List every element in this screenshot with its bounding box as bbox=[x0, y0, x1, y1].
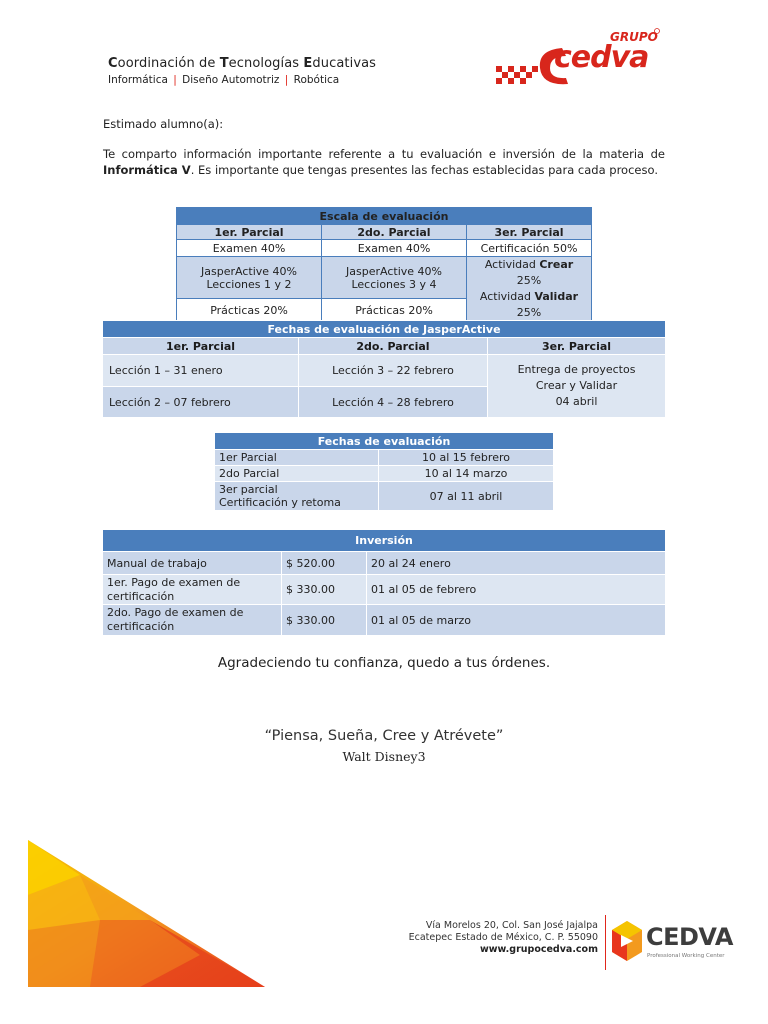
jasperactive-dates-table bbox=[102, 320, 666, 418]
table-title: Fechas de evaluación bbox=[215, 433, 554, 450]
table-title: Escala de evaluación bbox=[177, 208, 592, 225]
table-cell: JasperActive 40% Lecciones 1 y 2 bbox=[177, 257, 322, 299]
quote-author: Walt Disney3 bbox=[342, 749, 426, 764]
cedva-hexagon-icon bbox=[610, 919, 644, 965]
table-cell: Lección 3 – 22 febrero bbox=[299, 355, 488, 387]
website-link[interactable]: www.grupocedva.com bbox=[479, 944, 598, 955]
footer-divider bbox=[605, 915, 606, 970]
table-cell: Actividad Crear 25% Actividad Validar 25% bbox=[467, 257, 592, 322]
evaluation-dates-table bbox=[214, 432, 554, 511]
table-cell: 3er parcial Certificación y retoma bbox=[215, 482, 379, 511]
greeting: Estimado alumno(a): bbox=[103, 117, 224, 131]
cedva-footer-logo: CEDVA Professional Working Center bbox=[610, 919, 720, 967]
table-cell: 1er. Pago de examen de certificación bbox=[103, 575, 282, 605]
column-header: 1er. Parcial bbox=[177, 225, 322, 240]
column-header: 2do. Parcial bbox=[322, 225, 467, 240]
table-cell: JasperActive 40% Lecciones 3 y 4 bbox=[322, 257, 467, 299]
table-cell: 07 al 11 abril bbox=[379, 482, 554, 511]
table-cell: 01 al 05 de febrero bbox=[367, 575, 666, 605]
table-cell: Examen 40% bbox=[177, 240, 322, 257]
table-cell: Prácticas 20% bbox=[177, 299, 322, 322]
footer-address: Vía Morelos 20, Col. San José Jajalpa Ecatepec Estado de México, C. P. 55090 www.grupocedva.com bbox=[380, 920, 598, 956]
institution-title: Coordinación de Tecnologías Educativas bbox=[108, 56, 377, 71]
table-cell: Lección 1 – 31 enero bbox=[103, 355, 299, 387]
intro-paragraph: Te comparto información importante referente a tu evaluación e inversión de la materia de Informática V. Es importante que tengas presentes las fechas establecidas para cada proceso. bbox=[103, 147, 665, 177]
table-cell: Lección 4 – 28 febrero bbox=[299, 387, 488, 418]
investment-table bbox=[102, 529, 666, 636]
table-cell: 1er Parcial bbox=[215, 450, 379, 466]
table-cell: $ 330.00 bbox=[282, 575, 367, 605]
column-header: 3er. Parcial bbox=[467, 225, 592, 240]
program-list: Informática | Diseño Automotriz | Robótica bbox=[108, 74, 340, 86]
quote: “Piensa, Sueña, Cree y Atrévete” bbox=[264, 728, 504, 744]
table-cell: Lección 2 – 07 febrero bbox=[103, 387, 299, 418]
table-cell: 10 al 15 febrero bbox=[379, 450, 554, 466]
table-cell: 20 al 24 enero bbox=[367, 552, 666, 575]
column-header: 1er. Parcial bbox=[103, 338, 299, 355]
table-cell: $ 520.00 bbox=[282, 552, 367, 575]
column-header: 2do. Parcial bbox=[299, 338, 488, 355]
table-title: Inversión bbox=[103, 530, 666, 552]
table-cell: Manual de trabajo bbox=[103, 552, 282, 575]
table-cell: 2do Parcial bbox=[215, 466, 379, 482]
decorative-triangle-graphic bbox=[0, 835, 290, 1000]
closing-thanks: Agradeciendo tu confianza, quedo a tus órdenes. bbox=[217, 655, 551, 671]
table-cell: 01 al 05 de marzo bbox=[367, 605, 666, 636]
table-cell: Entrega de proyectos Crear y Validar 04 abril bbox=[488, 355, 666, 418]
table-cell: $ 330.00 bbox=[282, 605, 367, 636]
table-title: Fechas de evaluación de JasperActive bbox=[103, 321, 666, 338]
evaluation-scale-table bbox=[176, 207, 592, 322]
table-cell: Certificación 50% bbox=[467, 240, 592, 257]
grupo-cedva-logo: GRUPO cedva bbox=[494, 26, 664, 96]
column-header: 3er. Parcial bbox=[488, 338, 666, 355]
table-cell: Prácticas 20% bbox=[322, 299, 467, 322]
table-cell: Examen 40% bbox=[322, 240, 467, 257]
table-cell: 10 al 14 marzo bbox=[379, 466, 554, 482]
table-cell: 2do. Pago de examen de certificación bbox=[103, 605, 282, 636]
